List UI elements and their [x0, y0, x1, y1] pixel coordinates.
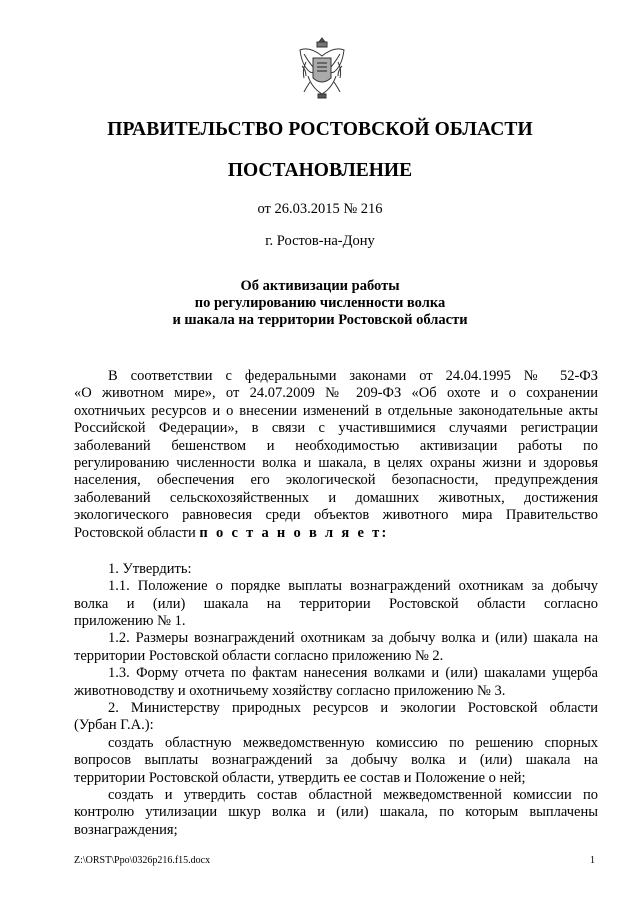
text-line: волка и (или) шакала на территории Ростовской области согласно	[74, 595, 598, 612]
document-subject	[0, 278, 640, 329]
text-line: (Урбан Г.А.):	[74, 717, 154, 734]
preamble-paragraph	[74, 368, 598, 542]
text-line: 1.3. Форму отчета по фактам нанесения волками и (или) шакалами ущерба	[108, 665, 598, 682]
text-line	[74, 525, 598, 542]
text-line: заболеваний бешенством и необходимостью активизации работы по	[74, 437, 598, 454]
text-line: заболеваний сельскохозяйственных и домашних животных, достижения	[74, 489, 598, 506]
text-line: создать и утвердить состав областной межведомственной комиссии по	[108, 786, 598, 803]
text-fragment: Ростовской области	[74, 524, 196, 541]
resolves-word: п о с т а н о в л я е т:	[199, 524, 389, 541]
clause-2	[74, 700, 598, 735]
text-line: 1.1. Положение о порядке выплаты вознаграждений охотникам за добычу	[108, 578, 598, 595]
clause-1: 1. Утвердить:	[108, 560, 192, 577]
footer-file-path: Z:\ORST\Ppo\0326p216.f15.docx	[74, 855, 211, 866]
clause-1-2	[74, 630, 598, 665]
text-line: территории Ростовской области, утвердить ее состав и Положение о ней;	[74, 769, 526, 786]
organization-title: ПРАВИТЕЛЬСТВО РОСТОВСКОЙ ОБЛАСТИ	[107, 119, 533, 140]
text-line: приложению № 1.	[74, 613, 186, 630]
clause-2-item-control-commission	[74, 787, 598, 839]
text-line: экологического равновесия среди объектов животного мира Правительство	[74, 507, 598, 524]
text-line: животноводству и охотничьему хозяйству согласно приложению № 3.	[74, 682, 506, 699]
city: г. Ростов-на-Дону	[265, 233, 375, 249]
text-line: контролю утилизации шкур волка и (или) шакала, по которым выплачены	[74, 804, 598, 821]
text-line: вопросов выплаты вознаграждений за добычу волка и (или) шакала на	[74, 752, 598, 769]
clause-2-item-commission	[74, 735, 598, 787]
document-body	[74, 368, 598, 839]
date-and-number: от 26.03.2015 № 216	[257, 201, 383, 217]
document-type-title: ПОСТАНОВЛЕНИЕ	[227, 160, 413, 181]
page-number: 1	[590, 855, 595, 866]
text-line: вознаграждения;	[74, 821, 178, 838]
text-line: территории Ростовской области согласно приложению № 2.	[74, 647, 444, 664]
text-line: охотничьих ресурсов и о внесении изменений в отдельные законодательные акты	[74, 402, 598, 419]
subject-line: и шакала на территории Ростовской области	[172, 312, 468, 328]
text-line: Российской Федерации», в связи с участившимися случаями регистрации	[74, 420, 598, 437]
text-line: В соответствии с федеральными законами от 24.04.1995 № 52-ФЗ	[108, 368, 598, 384]
clause-1-3	[74, 665, 598, 700]
text-line: «О животном мире», от 24.07.2009 № 209-ФЗ «Об охоте и о сохранении	[74, 385, 598, 402]
clause-1-1	[74, 578, 598, 630]
subject-line: по регулированию численности волка	[194, 295, 446, 311]
text-line: 2. Министерству природных ресурсов и экологии Ростовской области	[108, 700, 598, 717]
text-line: регулированию численности волка и шакала, в целях охраны жизни и здоровья	[74, 454, 598, 471]
coat-of-arms-icon	[296, 36, 348, 100]
text-line: 1.2. Размеры вознаграждений охотникам за добычу волка и (или) шакала на	[108, 630, 598, 647]
text-line: населения, обеспечения его экологической безопасности, предупреждения	[74, 472, 598, 489]
text-line: создать областную межведомственную комиссию по решению спорных	[108, 734, 598, 751]
subject-line: Об активизации работы	[240, 278, 400, 294]
